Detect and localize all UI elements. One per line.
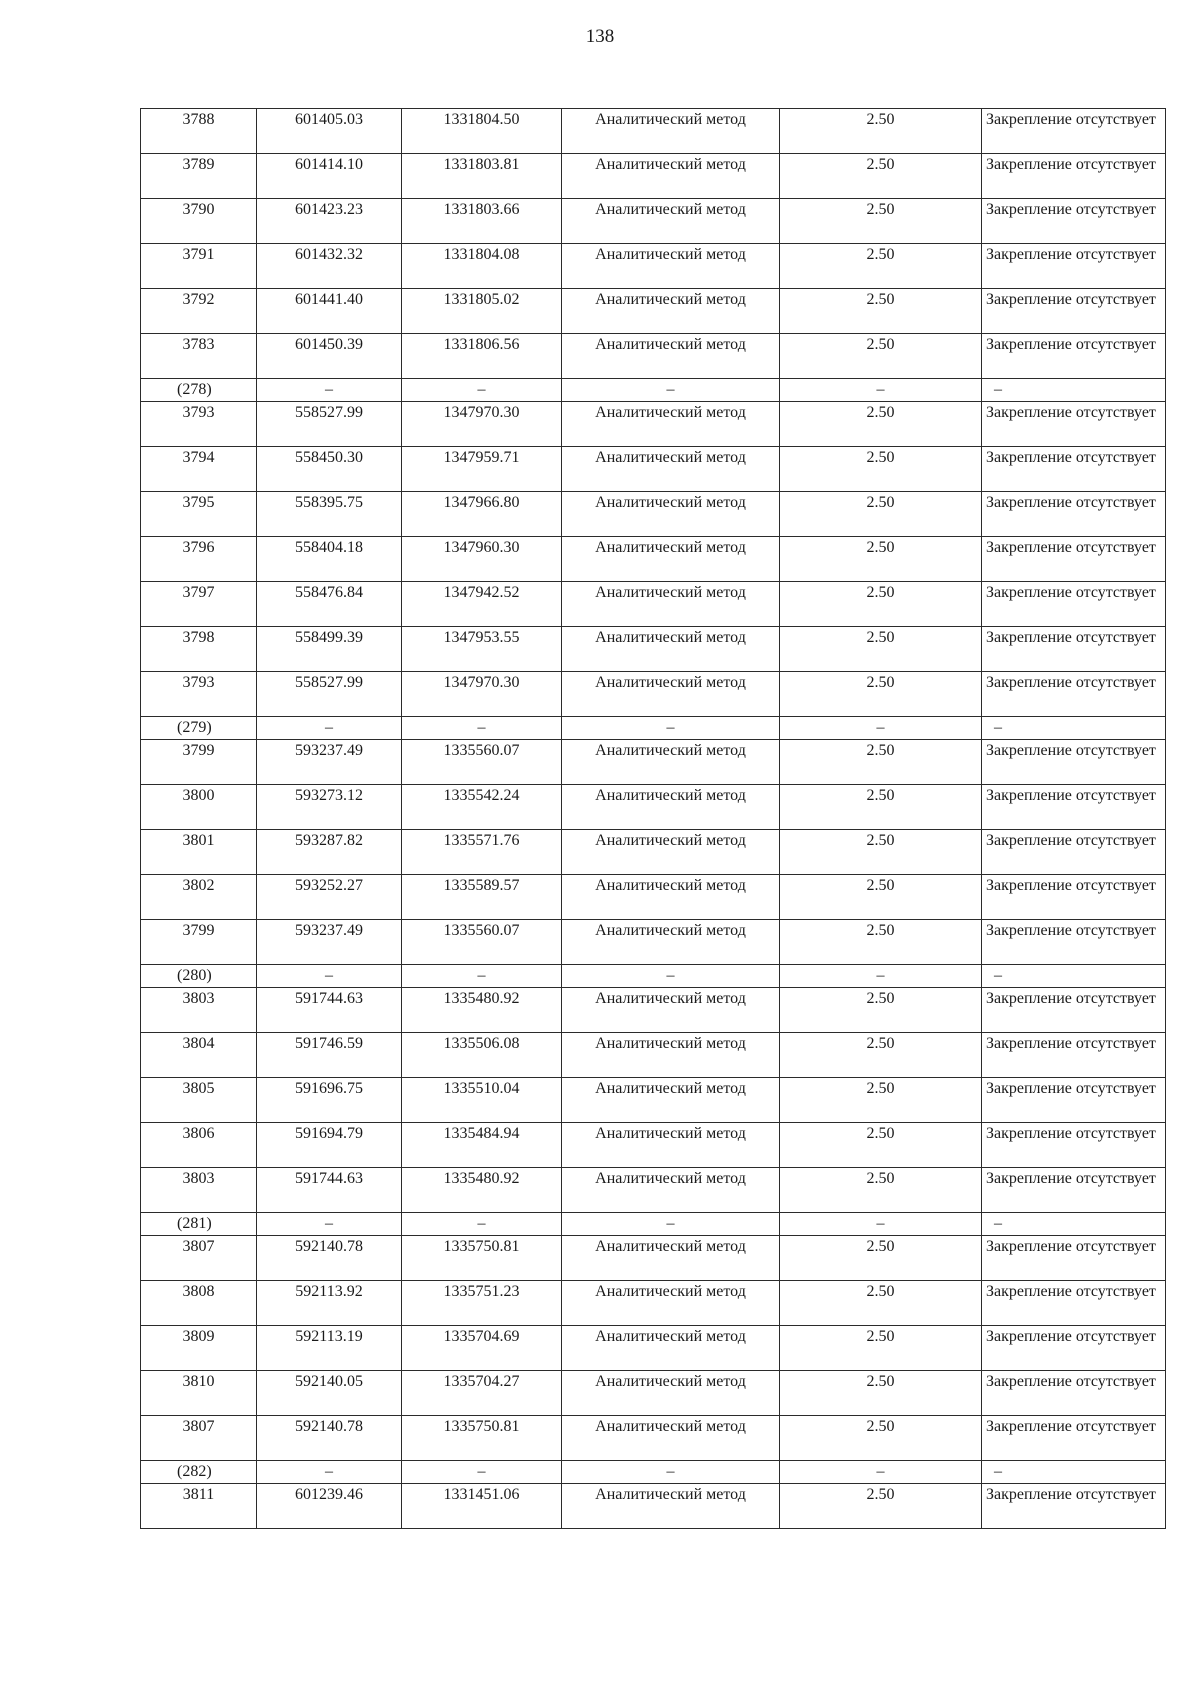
y-coordinate-cell: 1335751.23	[402, 1281, 562, 1326]
accuracy-cell: 2.50	[780, 1078, 982, 1123]
x-coordinate-cell: –	[257, 1461, 402, 1484]
y-coordinate-cell: 1331803.81	[402, 154, 562, 199]
x-coordinate-cell: –	[257, 379, 402, 402]
method-cell: Аналитический метод	[562, 1416, 780, 1461]
method-cell: Аналитический метод	[562, 109, 780, 154]
y-coordinate-cell: 1335542.24	[402, 785, 562, 830]
table-row	[141, 830, 1166, 875]
y-coordinate-cell: –	[402, 717, 562, 740]
fixation-cell: Закрепление отсутствует	[982, 672, 1166, 717]
fixation-cell: Закрепление отсутствует	[982, 109, 1166, 154]
y-coordinate-cell: 1335750.81	[402, 1416, 562, 1461]
x-coordinate-cell: 601450.39	[257, 334, 402, 379]
accuracy-cell: 2.50	[780, 1371, 982, 1416]
point-number-cell: 3789	[141, 154, 257, 199]
method-cell: Аналитический метод	[562, 492, 780, 537]
contour-separator-row	[141, 379, 1166, 402]
contour-separator-row	[141, 717, 1166, 740]
method-cell: Аналитический метод	[562, 1078, 780, 1123]
method-cell: Аналитический метод	[562, 875, 780, 920]
method-cell: Аналитический метод	[562, 402, 780, 447]
point-number-cell: 3794	[141, 447, 257, 492]
table-row	[141, 109, 1166, 154]
method-cell: Аналитический метод	[562, 920, 780, 965]
accuracy-cell: 2.50	[780, 1484, 982, 1529]
point-number-cell: 3793	[141, 402, 257, 447]
method-cell: Аналитический метод	[562, 537, 780, 582]
point-number-cell: 3792	[141, 289, 257, 334]
x-coordinate-cell: 591746.59	[257, 1033, 402, 1078]
accuracy-cell: –	[780, 1461, 982, 1484]
method-cell: Аналитический метод	[562, 1484, 780, 1529]
x-coordinate-cell: –	[257, 965, 402, 988]
x-coordinate-cell: 601441.40	[257, 289, 402, 334]
y-coordinate-cell: 1335589.57	[402, 875, 562, 920]
accuracy-cell: 2.50	[780, 1236, 982, 1281]
accuracy-cell: 2.50	[780, 785, 982, 830]
x-coordinate-cell: 592113.92	[257, 1281, 402, 1326]
point-number-cell: 3804	[141, 1033, 257, 1078]
accuracy-cell: 2.50	[780, 920, 982, 965]
contour-separator-row	[141, 1461, 1166, 1484]
point-number-cell: 3799	[141, 740, 257, 785]
x-coordinate-cell: 593273.12	[257, 785, 402, 830]
point-number-cell: 3790	[141, 199, 257, 244]
y-coordinate-cell: 1335480.92	[402, 1168, 562, 1213]
x-coordinate-cell: 558395.75	[257, 492, 402, 537]
fixation-cell: –	[982, 379, 1166, 402]
fixation-cell: Закрепление отсутствует	[982, 1416, 1166, 1461]
point-number-cell: 3799	[141, 920, 257, 965]
fixation-cell: Закрепление отсутствует	[982, 988, 1166, 1033]
x-coordinate-cell: 591696.75	[257, 1078, 402, 1123]
point-number-cell: 3793	[141, 672, 257, 717]
point-number-cell: 3810	[141, 1371, 257, 1416]
table-row	[141, 1236, 1166, 1281]
x-coordinate-cell: 601405.03	[257, 109, 402, 154]
x-coordinate-cell: 558450.30	[257, 447, 402, 492]
y-coordinate-cell: 1347959.71	[402, 447, 562, 492]
table-row	[141, 1168, 1166, 1213]
table-row	[141, 740, 1166, 785]
y-coordinate-cell: 1331804.08	[402, 244, 562, 289]
table-row	[141, 492, 1166, 537]
fixation-cell: Закрепление отсутствует	[982, 582, 1166, 627]
point-number-cell: 3806	[141, 1123, 257, 1168]
point-number-cell: 3803	[141, 1168, 257, 1213]
coordinates-table-body	[141, 109, 1166, 1529]
y-coordinate-cell: 1335480.92	[402, 988, 562, 1033]
y-coordinate-cell: 1335510.04	[402, 1078, 562, 1123]
x-coordinate-cell: 592113.19	[257, 1326, 402, 1371]
point-number-cell: 3796	[141, 537, 257, 582]
point-number-cell: 3808	[141, 1281, 257, 1326]
point-number-cell: (282)	[141, 1461, 257, 1484]
method-cell: Аналитический метод	[562, 154, 780, 199]
method-cell: Аналитический метод	[562, 1236, 780, 1281]
table-row	[141, 334, 1166, 379]
method-cell: Аналитический метод	[562, 1168, 780, 1213]
table-row	[141, 244, 1166, 289]
table-row	[141, 920, 1166, 965]
point-number-cell: (281)	[141, 1213, 257, 1236]
y-coordinate-cell: –	[402, 1213, 562, 1236]
table-row	[141, 1123, 1166, 1168]
x-coordinate-cell: 601432.32	[257, 244, 402, 289]
y-coordinate-cell: –	[402, 379, 562, 402]
method-cell: Аналитический метод	[562, 988, 780, 1033]
point-number-cell: 3802	[141, 875, 257, 920]
point-number-cell: 3807	[141, 1236, 257, 1281]
method-cell: –	[562, 1213, 780, 1236]
table-row	[141, 1326, 1166, 1371]
contour-separator-row	[141, 965, 1166, 988]
accuracy-cell: 2.50	[780, 582, 982, 627]
table-row	[141, 1281, 1166, 1326]
table-row	[141, 672, 1166, 717]
accuracy-cell: 2.50	[780, 988, 982, 1033]
accuracy-cell: –	[780, 379, 982, 402]
accuracy-cell: 2.50	[780, 1326, 982, 1371]
x-coordinate-cell: 591694.79	[257, 1123, 402, 1168]
fixation-cell: Закрепление отсутствует	[982, 830, 1166, 875]
y-coordinate-cell: 1331805.02	[402, 289, 562, 334]
method-cell: –	[562, 379, 780, 402]
point-number-cell: 3791	[141, 244, 257, 289]
method-cell: Аналитический метод	[562, 830, 780, 875]
table-row	[141, 582, 1166, 627]
x-coordinate-cell: 593287.82	[257, 830, 402, 875]
x-coordinate-cell: 592140.78	[257, 1416, 402, 1461]
accuracy-cell: 2.50	[780, 875, 982, 920]
point-number-cell: 3803	[141, 988, 257, 1033]
y-coordinate-cell: 1347970.30	[402, 402, 562, 447]
point-number-cell: 3788	[141, 109, 257, 154]
table-row	[141, 785, 1166, 830]
table-row	[141, 988, 1166, 1033]
y-coordinate-cell: 1335560.07	[402, 920, 562, 965]
fixation-cell: Закрепление отсутствует	[982, 492, 1166, 537]
point-number-cell: 3797	[141, 582, 257, 627]
accuracy-cell: 2.50	[780, 1123, 982, 1168]
accuracy-cell: 2.50	[780, 447, 982, 492]
method-cell: Аналитический метод	[562, 1123, 780, 1168]
fixation-cell: Закрепление отсутствует	[982, 199, 1166, 244]
x-coordinate-cell: 558527.99	[257, 402, 402, 447]
y-coordinate-cell: 1335704.27	[402, 1371, 562, 1416]
method-cell: Аналитический метод	[562, 199, 780, 244]
point-number-cell: 3811	[141, 1484, 257, 1529]
accuracy-cell: 2.50	[780, 1416, 982, 1461]
y-coordinate-cell: 1347953.55	[402, 627, 562, 672]
fixation-cell: Закрепление отсутствует	[982, 740, 1166, 785]
table-row	[141, 1033, 1166, 1078]
y-coordinate-cell: 1335704.69	[402, 1326, 562, 1371]
point-number-cell: (279)	[141, 717, 257, 740]
point-number-cell: 3809	[141, 1326, 257, 1371]
method-cell: Аналитический метод	[562, 289, 780, 334]
method-cell: Аналитический метод	[562, 1371, 780, 1416]
x-coordinate-cell: 592140.78	[257, 1236, 402, 1281]
point-number-cell: 3795	[141, 492, 257, 537]
method-cell: Аналитический метод	[562, 785, 780, 830]
fixation-cell: Закрепление отсутствует	[982, 875, 1166, 920]
x-coordinate-cell: –	[257, 717, 402, 740]
fixation-cell: Закрепление отсутствует	[982, 154, 1166, 199]
table-row	[141, 402, 1166, 447]
accuracy-cell: –	[780, 965, 982, 988]
accuracy-cell: 2.50	[780, 199, 982, 244]
accuracy-cell: 2.50	[780, 537, 982, 582]
table-row	[141, 537, 1166, 582]
point-number-cell: 3800	[141, 785, 257, 830]
table-row	[141, 627, 1166, 672]
accuracy-cell: 2.50	[780, 244, 982, 289]
accuracy-cell: 2.50	[780, 334, 982, 379]
x-coordinate-cell: 591744.63	[257, 1168, 402, 1213]
y-coordinate-cell: 1335560.07	[402, 740, 562, 785]
point-number-cell: (278)	[141, 379, 257, 402]
fixation-cell: Закрепление отсутствует	[982, 1168, 1166, 1213]
fixation-cell: Закрепление отсутствует	[982, 1484, 1166, 1529]
point-number-cell: (280)	[141, 965, 257, 988]
method-cell: Аналитический метод	[562, 1281, 780, 1326]
contour-separator-row	[141, 1213, 1166, 1236]
table-row	[141, 875, 1166, 920]
accuracy-cell: 2.50	[780, 109, 982, 154]
accuracy-cell: 2.50	[780, 1168, 982, 1213]
y-coordinate-cell: 1347942.52	[402, 582, 562, 627]
fixation-cell: Закрепление отсутствует	[982, 1326, 1166, 1371]
table-row	[141, 154, 1166, 199]
x-coordinate-cell: 558476.84	[257, 582, 402, 627]
y-coordinate-cell: 1335506.08	[402, 1033, 562, 1078]
table-row	[141, 447, 1166, 492]
accuracy-cell: 2.50	[780, 492, 982, 537]
accuracy-cell: 2.50	[780, 289, 982, 334]
y-coordinate-cell: 1335484.94	[402, 1123, 562, 1168]
fixation-cell: Закрепление отсутствует	[982, 289, 1166, 334]
accuracy-cell: 2.50	[780, 740, 982, 785]
x-coordinate-cell: 601423.23	[257, 199, 402, 244]
y-coordinate-cell: 1347960.30	[402, 537, 562, 582]
x-coordinate-cell: 601239.46	[257, 1484, 402, 1529]
x-coordinate-cell: 592140.05	[257, 1371, 402, 1416]
accuracy-cell: 2.50	[780, 830, 982, 875]
y-coordinate-cell: 1335571.76	[402, 830, 562, 875]
fixation-cell: Закрепление отсутствует	[982, 1033, 1166, 1078]
accuracy-cell: 2.50	[780, 1033, 982, 1078]
x-coordinate-cell: 593237.49	[257, 920, 402, 965]
x-coordinate-cell: 593252.27	[257, 875, 402, 920]
fixation-cell: –	[982, 965, 1166, 988]
point-number-cell: 3798	[141, 627, 257, 672]
x-coordinate-cell: 558527.99	[257, 672, 402, 717]
point-number-cell: 3805	[141, 1078, 257, 1123]
fixation-cell: Закрепление отсутствует	[982, 244, 1166, 289]
fixation-cell: –	[982, 717, 1166, 740]
accuracy-cell: –	[780, 1213, 982, 1236]
fixation-cell: Закрепление отсутствует	[982, 1236, 1166, 1281]
y-coordinate-cell: 1347966.80	[402, 492, 562, 537]
y-coordinate-cell: –	[402, 1461, 562, 1484]
y-coordinate-cell: 1331804.50	[402, 109, 562, 154]
method-cell: Аналитический метод	[562, 1326, 780, 1371]
accuracy-cell: –	[780, 717, 982, 740]
method-cell: Аналитический метод	[562, 334, 780, 379]
y-coordinate-cell: 1335750.81	[402, 1236, 562, 1281]
table-row	[141, 1484, 1166, 1529]
accuracy-cell: 2.50	[780, 672, 982, 717]
x-coordinate-cell: 591744.63	[257, 988, 402, 1033]
y-coordinate-cell: 1331803.66	[402, 199, 562, 244]
accuracy-cell: 2.50	[780, 402, 982, 447]
x-coordinate-cell: 558404.18	[257, 537, 402, 582]
fixation-cell: Закрепление отсутствует	[982, 1078, 1166, 1123]
method-cell: –	[562, 965, 780, 988]
y-coordinate-cell: 1347970.30	[402, 672, 562, 717]
fixation-cell: Закрепление отсутствует	[982, 785, 1166, 830]
x-coordinate-cell: 558499.39	[257, 627, 402, 672]
method-cell: Аналитический метод	[562, 672, 780, 717]
accuracy-cell: 2.50	[780, 627, 982, 672]
accuracy-cell: 2.50	[780, 1281, 982, 1326]
fixation-cell: Закрепление отсутствует	[982, 447, 1166, 492]
method-cell: Аналитический метод	[562, 627, 780, 672]
method-cell: Аналитический метод	[562, 1033, 780, 1078]
fixation-cell: –	[982, 1461, 1166, 1484]
table-row	[141, 1416, 1166, 1461]
point-number-cell: 3801	[141, 830, 257, 875]
fixation-cell: Закрепление отсутствует	[982, 1371, 1166, 1416]
table-row	[141, 289, 1166, 334]
method-cell: Аналитический метод	[562, 244, 780, 289]
fixation-cell: Закрепление отсутствует	[982, 920, 1166, 965]
x-coordinate-cell: –	[257, 1213, 402, 1236]
y-coordinate-cell: 1331451.06	[402, 1484, 562, 1529]
table-row	[141, 1078, 1166, 1123]
point-number-cell: 3783	[141, 334, 257, 379]
fixation-cell: Закрепление отсутствует	[982, 1123, 1166, 1168]
y-coordinate-cell: –	[402, 965, 562, 988]
x-coordinate-cell: 593237.49	[257, 740, 402, 785]
method-cell: –	[562, 1461, 780, 1484]
point-number-cell: 3807	[141, 1416, 257, 1461]
method-cell: Аналитический метод	[562, 582, 780, 627]
y-coordinate-cell: 1331806.56	[402, 334, 562, 379]
method-cell: Аналитический метод	[562, 740, 780, 785]
method-cell: Аналитический метод	[562, 447, 780, 492]
fixation-cell: Закрепление отсутствует	[982, 334, 1166, 379]
fixation-cell: –	[982, 1213, 1166, 1236]
method-cell: –	[562, 717, 780, 740]
table-row	[141, 199, 1166, 244]
fixation-cell: Закрепление отсутствует	[982, 537, 1166, 582]
coordinates-table	[140, 108, 1166, 1529]
page-number: 138	[585, 26, 615, 47]
fixation-cell: Закрепление отсутствует	[982, 402, 1166, 447]
accuracy-cell: 2.50	[780, 154, 982, 199]
fixation-cell: Закрепление отсутствует	[982, 627, 1166, 672]
table-row	[141, 1371, 1166, 1416]
fixation-cell: Закрепление отсутствует	[982, 1281, 1166, 1326]
x-coordinate-cell: 601414.10	[257, 154, 402, 199]
